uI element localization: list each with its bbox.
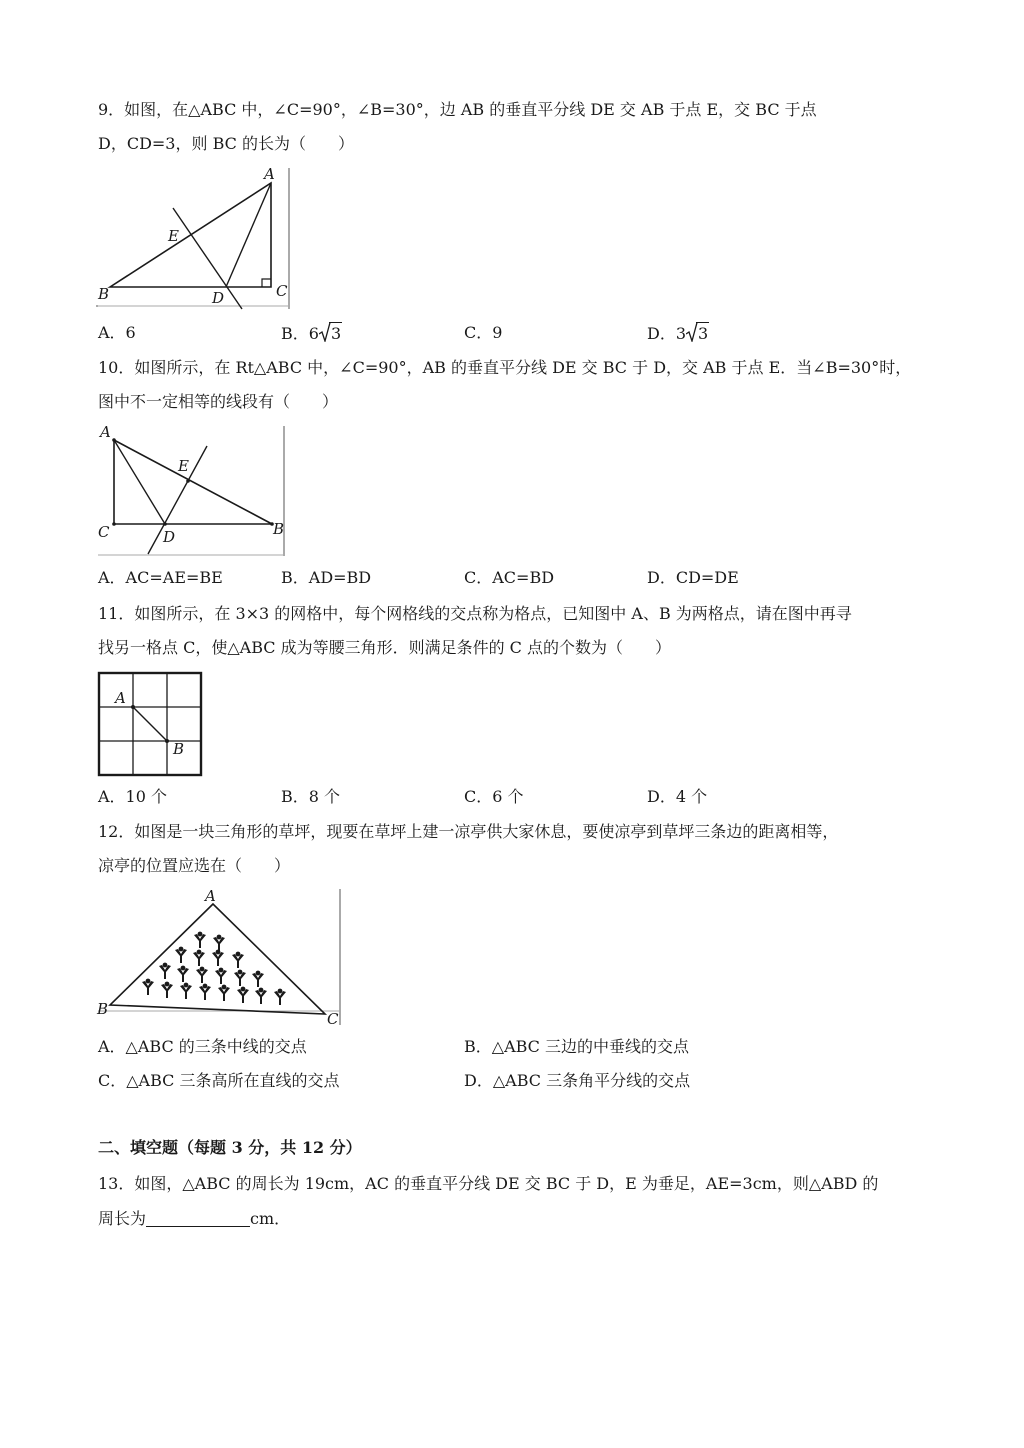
q9-option-b-prefix: B．6 [281,324,319,343]
sqrt-icon [686,322,709,345]
q12-label-b: B [97,1000,109,1018]
q9-segment-ad [226,183,271,287]
tree-icons [142,932,286,1005]
q12-option-c[interactable]: C．△ABC 三条高所在直线的交点 [98,1071,340,1090]
tree-icon-crown [200,967,205,972]
sqrt-icon [319,322,342,345]
q9-option-d-prefix: D．3 [647,324,687,343]
q11-segment-ab [133,707,167,741]
q9-right-angle-mark [262,279,271,287]
q9-option-b[interactable] [281,322,342,345]
q10-option-d[interactable]: D．CD=DE [647,568,739,587]
q10-text-line1: 10．如图所示，在 Rt△ABC 中，∠C=90°，AB 的垂直平分线 DE 交 BC 于 D，交 AB 于点 E．当∠B=30°时， [98,358,912,377]
q9-option-c[interactable]: C．9 [464,323,503,342]
tree-icon-crown [181,966,186,971]
q11-point-a [131,705,135,709]
section-2-title: 二、填空题（每题 3 分，共 12 分） [98,1138,362,1157]
tree-icon-crown [236,952,241,957]
q10-label-c: C [98,523,110,541]
q13-line2-prefix: 周长为 [98,1209,147,1228]
tree-icon-crown [256,971,261,976]
tree-icon-crown [217,935,222,940]
q13-text-line1: 13．如图，△ABC 的周长为 19cm，AC 的垂直平分线 DE 交 BC 于 D，E 为垂足，AE=3cm，则△ABD 的 [98,1174,879,1193]
q10-option-c[interactable]: C．AC=BD [464,568,555,587]
q12-label-a: A [205,887,216,905]
q10-label-e: E [178,457,189,475]
q10-segment-ad [114,440,165,524]
tree-icon-crown [222,985,227,990]
tree-icon-crown [184,983,189,988]
q13-text-line2 [98,1208,290,1230]
q11-point-b [165,739,169,743]
q11-text-line1: 11．如图所示，在 3×3 的网格中，每个网格线的交点称为格点，已知图中 A、B 为两格点，请在图中再寻 [98,604,852,623]
q9-label-d: D [212,289,225,307]
q12-figure [96,887,346,1027]
q13-line2-suffix: cm． [250,1209,291,1228]
q11-label-b: B [173,740,185,758]
q10-label-b: B [273,520,285,538]
tree-icon-crown [203,984,208,989]
tree-icon-crown [259,988,264,993]
tree-icon-crown [197,950,202,955]
q9-label-b: B [98,285,110,303]
q9-figure [96,166,296,311]
q11-option-b[interactable]: B．8 个 [281,787,341,806]
q12-option-a[interactable]: A．△ABC 的三条中线的交点 [98,1037,307,1056]
q11-figure [97,671,205,779]
q9-label-c: C [276,282,288,300]
q12-option-b[interactable]: B．△ABC 三边的中垂线的交点 [464,1037,690,1056]
q10-option-a[interactable]: A．AC=AE=BE [98,568,223,587]
q10-triangle-abc [114,440,272,524]
q10-label-d: D [163,528,176,546]
q11-option-d[interactable]: D．4 个 [647,787,708,806]
tree-icon-crown [238,970,243,975]
q12-text-line2: 凉亭的位置应选在（ ） [98,856,291,875]
q10-label-a: A [100,424,111,441]
tree-icon-crown [219,968,224,973]
tree-icon-crown [198,932,203,937]
q11-option-c[interactable]: C．6 个 [464,787,524,806]
q9-option-a[interactable]: A．6 [98,323,136,342]
tree-icon-crown [165,982,170,987]
q9-option-d[interactable] [647,322,709,345]
q11-label-a: A [115,689,126,707]
q9-triangle-abc [110,183,271,287]
q10-option-b[interactable]: B．AD=BD [281,568,372,587]
q9-text-line1: 9．如图，在△ABC 中，∠C=90°，∠B=30°，边 AB 的垂直平分线 DE 交 AB 于点 E，交 BC 于点 [98,100,817,119]
q12-text-line1: 12．如图是一块三角形的草坪，现要在草坪上建一凉亭供大家休息，要使凉亭到草坪三条边的距离相等， [98,822,839,841]
q11-option-a[interactable]: A．10 个 [98,787,168,806]
q9-option-b-radicand: 3 [330,324,342,343]
q10-figure [96,424,291,559]
tree-icon-crown [241,987,246,992]
q13-answer-blank[interactable] [146,1210,250,1227]
q9-option-d-radicand: 3 [698,324,709,343]
tree-icon-crown [179,947,184,952]
tree-icon-crown [146,979,151,984]
tree-icon-crown [216,950,221,955]
q12-label-c: C [327,1010,339,1027]
tree-icon-crown [163,963,168,968]
q11-text-line2: 找另一格点 C，使△ABC 成为等腰三角形．则满足条件的 C 点的个数为（ ） [98,638,671,657]
q9-label-e: E [168,227,179,245]
tree-icon-crown [278,989,283,994]
q9-text-line2: D，CD=3，则 BC 的长为（ ） [98,134,354,153]
q12-option-d[interactable]: D．△ABC 三条角平分线的交点 [464,1071,691,1090]
q9-label-a: A [264,166,275,183]
q10-text-line2: 图中不一定相等的线段有（ ） [98,392,339,411]
